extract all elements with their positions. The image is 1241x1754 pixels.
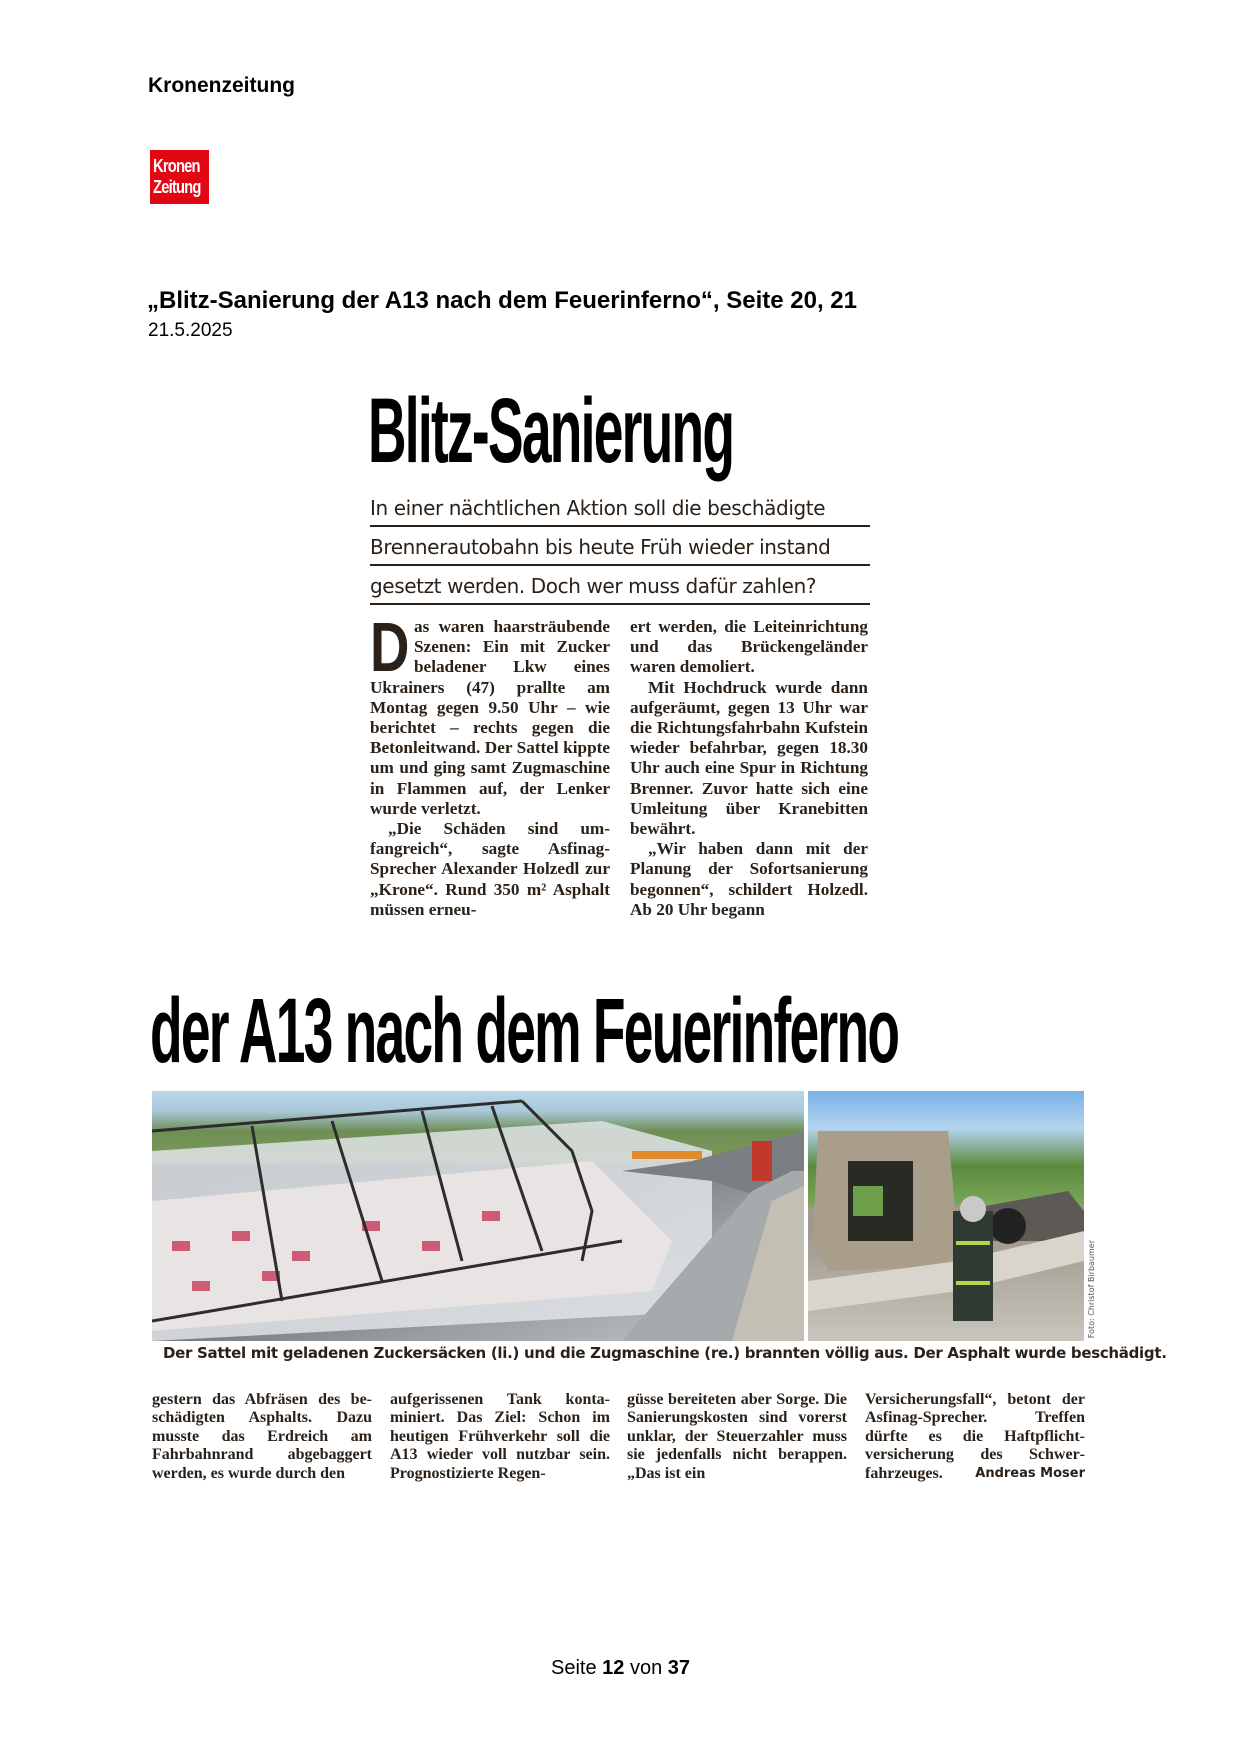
- current-page: 12: [602, 1657, 625, 1679]
- paragraph: „Die Schäden sind umfangreich“, sagte Asfinag-Sprecher Alexander Holzedl zur „Krone“. Rund 350 m² Asphalt müssen erneu-: [370, 819, 610, 919]
- bottom-column-1: gestern das Abfräsen des beschädigten Asphalts. Dazu musste das Erdreich am Fahrbahnrand abgebaggert werden, es wurde durch den: [152, 1391, 372, 1482]
- logo-line-2: Zeitung: [153, 177, 201, 197]
- paragraph: Versicherungsfall“, betont der Asfinag-Sprecher. Treffen dürfte es die Haftpflichtversicherung des Schwerfahrzeuges.: [865, 1391, 1085, 1482]
- paragraph: „Wir haben dann mit der Planung der Sofortsanierung begonnen“, schildert Holzedl. Ab 20 Uhr begann: [630, 839, 868, 919]
- paragraph: ert werden, die Leiteinrichtung und das Brückengeländer waren demoliert.: [630, 617, 868, 677]
- kronen-zeitung-logo: [150, 150, 209, 204]
- page-number: [0, 1657, 1241, 1680]
- source-name: Kronenzeitung: [148, 74, 295, 97]
- paragraph: Mit Hochdruck wurde dann aufgeräumt, gegen 13 Uhr war die Richtungsfahrbahn Kufstein wieder befahrbar, gegen 18.30 Uhr auch eine Spur in Richtung Brenner. Zuvor hatte sich eine Umleitung über Kranebitten bewährt.: [630, 677, 868, 839]
- page-prefix: Seite: [550, 1657, 597, 1679]
- author-byline: Andreas Moser: [975, 1465, 1085, 1481]
- total-pages: 37: [667, 1657, 691, 1679]
- logo-line-1: Kronen: [153, 156, 200, 176]
- document-title: „Blitz-Sanierung der A13 nach dem Feuerinferno“, Seite 20, 21: [147, 287, 857, 314]
- lead-line: In einer nächtlichen Aktion soll die beschädigte: [370, 492, 870, 527]
- page-middle: von: [629, 1657, 663, 1679]
- photo-right-illustration: [808, 1091, 1084, 1341]
- body-column-1: [370, 608, 610, 920]
- photo-caption: Der Sattel mit geladenen Zuckersäcken (li.) und die Zugmaschine (re.) brannten völlig aus. Der Asphalt wurde beschädigt.: [163, 1344, 1167, 1362]
- bottom-column-4: [865, 1391, 1085, 1483]
- paragraph: Das waren haarsträubende Szenen: Ein mit Zucker beladener Lkw eines Ukrainers (47) prallte am Montag gegen 9.50 Uhr – wie berichtet – rechts gegen die Betonleitwand. Der Sattel kippte um und ging samt Zugmaschine in Flammen auf, der Lenker wurde verletzt.: [370, 608, 610, 818]
- photo-credit: Foto: Christof Birbaumer: [1087, 1240, 1096, 1339]
- photo-burned-truck-cab: [808, 1091, 1084, 1341]
- headline-part-1: Blitz-Sanierung: [368, 380, 734, 482]
- lead-paragraph: [370, 492, 870, 609]
- drop-cap: D: [370, 608, 410, 686]
- bottom-column-3: güsse bereiteten aber Sorge. Die Sanierungskosten sind vorerst unklar, der Steuerzahler muss sie jedenfalls nicht berappen. „Das ist ein: [627, 1391, 847, 1482]
- photo-burned-trailer: [152, 1091, 804, 1341]
- headline-part-2: der A13 nach dem Feuerinferno: [150, 980, 899, 1082]
- lead-line: gesetzt werden. Doch wer muss dafür zahlen?: [370, 570, 870, 605]
- body-column-2: [630, 617, 868, 920]
- bottom-column-2: aufgerissenen Tank kontaminiert. Das Ziel: Schon im heutigen Frühverkehr soll die A13 wieder voll nutzbar sein. Prognostizierte Regen-: [390, 1391, 610, 1482]
- document-date: 21.5.2025: [148, 320, 233, 341]
- photo-left-illustration: [152, 1091, 804, 1341]
- lead-line: Brennerautobahn bis heute Früh wieder instand: [370, 531, 870, 566]
